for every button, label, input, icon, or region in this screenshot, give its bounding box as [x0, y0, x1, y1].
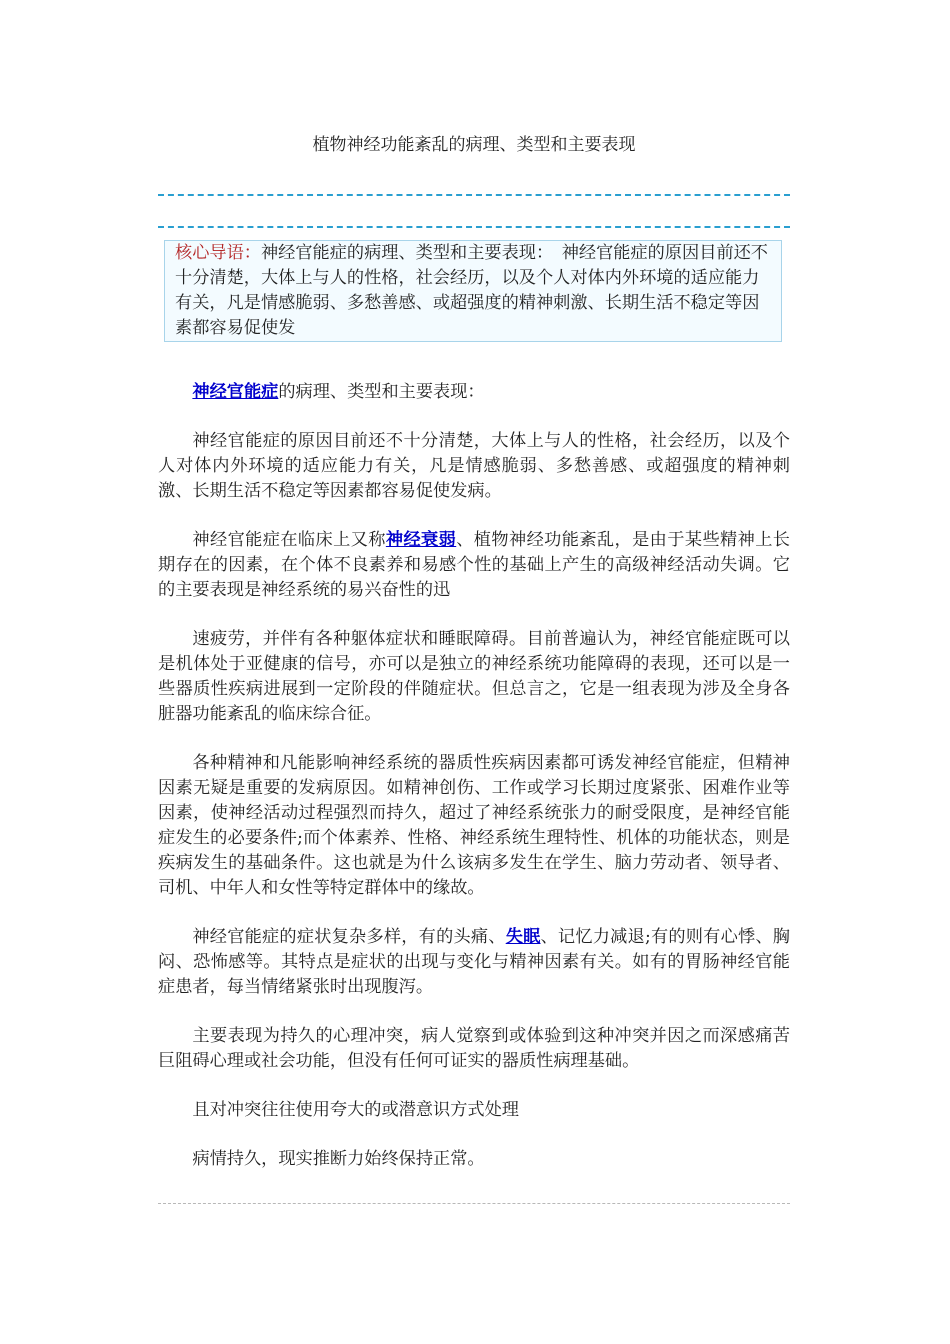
paragraph-3: [158, 528, 790, 603]
summary-label: 核心导语：: [175, 243, 261, 263]
paragraph-6-text-a: 神经官能症的症状复杂多样，有的头痛、: [192, 927, 506, 947]
paragraph-2: 神经官能症的原因目前还不十分清楚，大体上与人的性格，社会经历，以及个人对体内外环境的适应能力有关，凡是情感脆弱、多愁善感、或超强度的精神刺激、长期生活不稳定等因素都容易促使发病。: [158, 431, 790, 501]
paragraph-7: 主要表现为持久的心理冲突，病人觉察到或体验到这种冲突并因之而深感痛苦巨阻碍心理或社会功能，但没有任何可证实的器质性病理基础。: [158, 1026, 790, 1071]
separator-footer: [158, 1203, 790, 1204]
paragraph-1: [158, 380, 790, 405]
link-neurasthenia[interactable]: 神经衰弱: [385, 530, 457, 550]
page-title: 植物神经功能紊乱的病理、类型和主要表现: [312, 135, 636, 155]
link-insomnia[interactable]: 失眠: [505, 927, 541, 947]
summary-box: [164, 240, 782, 342]
paragraph-1-text: 的病理、类型和主要表现：: [278, 382, 485, 402]
separator-bottom: [158, 226, 790, 228]
link-neurosis[interactable]: 神经官能症: [192, 382, 279, 402]
article-body: [158, 380, 790, 1196]
paragraph-6-text-b: 、记忆力减退;有的则有心悸、胸闷、恐怖感等。其特点是症状的出现与变化与精神因素有关。如有的胃肠神经官能症患者，每当情绪紧张时出现腹泻。: [158, 927, 790, 997]
paragraph-4: 速疲劳，并伴有各种躯体症状和睡眠障碍。目前普遍认为，神经官能症既可以是机体处于亚健康的信号，亦可以是独立的神经系统功能障碍的表现，还可以是一些器质性疾病进展到一定阶段的伴随症状。但总言之，它是一组表现为涉及全身各脏器功能紊乱的临床综合征。: [158, 629, 790, 724]
paragraph-3-text-b: 、植物神经功能紊乱，是由于某些精神上长期存在的因素，在个体不良素养和易感个性的基础上产生的高级神经活动失调。它的主要表现是神经系统的易兴奋性的迅: [158, 530, 790, 600]
separator-top: [158, 194, 790, 196]
paragraph-5: 各种精神和凡能影响神经系统的器质性疾病因素都可诱发神经官能症，但精神因素无疑是重要的发病原因。如精神创伤、工作或学习长期过度紧张、困难作业等因素，使神经活动过程强烈而持久，超过了神经系统张力的耐受限度，是神经官能症发生的必要条件;而个体素养、性格、神经系统生理特性、机体的功能状态，则是疾病发生的基础条件。这也就是为什么该病多发生在学生、脑力劳动者、领导者、司机、中年人和女性等特定群体中的缘故。: [158, 753, 790, 898]
paragraph-8: 且对冲突往往使用夸大的或潜意识方式处理: [192, 1100, 519, 1120]
paragraph-3-text-a: 神经官能症在临床上又称: [192, 530, 386, 550]
summary-text: [175, 241, 771, 341]
paragraph-6: [158, 925, 790, 1000]
summary-body: 神经官能症的病理、类型和主要表现： 神经官能症的原因目前还不十分清楚，大体上与人的性格，社会经历，以及个人对体内外环境的适应能力有关，凡是情感脆弱、多愁善感、或超强度的精神刺激、长期生活不稳定等因素都容易促使发: [175, 243, 768, 338]
paragraph-9: 病情持久，现实推断力始终保持正常。: [192, 1149, 485, 1169]
